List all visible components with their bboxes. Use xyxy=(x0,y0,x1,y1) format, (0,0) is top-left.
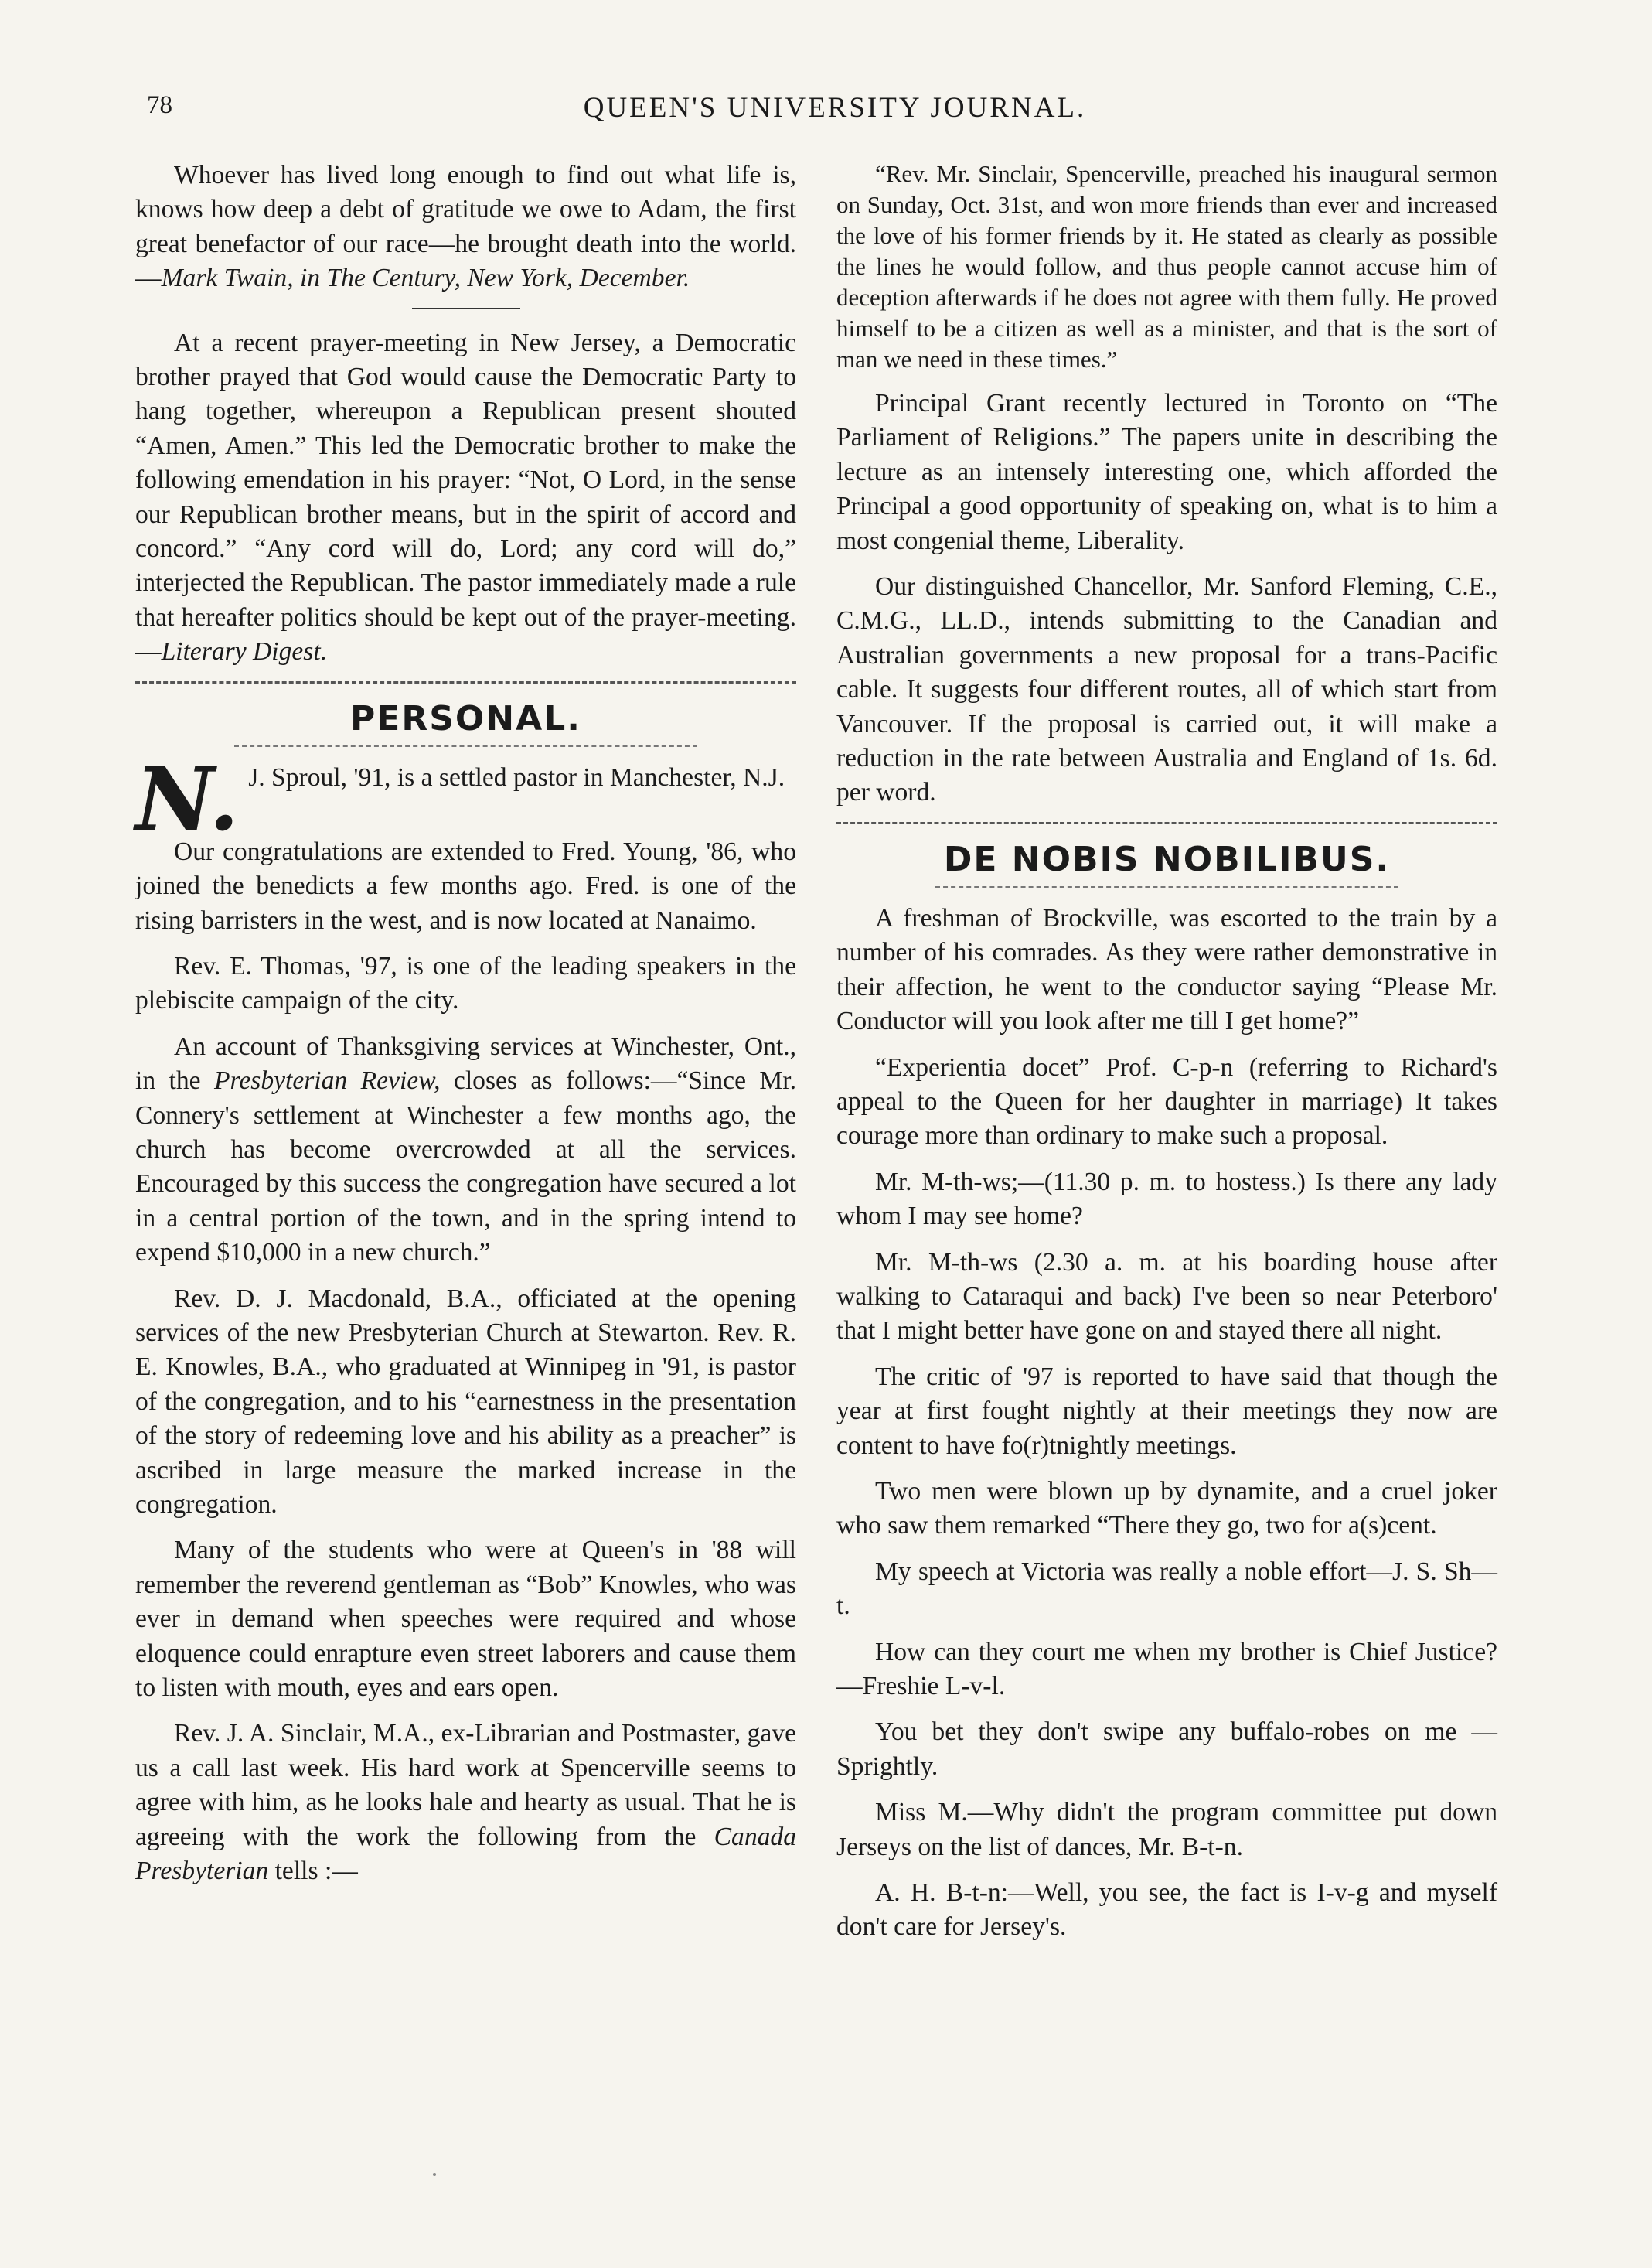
personal-paragraph-7 xyxy=(135,1717,796,1888)
twain-source: Mark Twain, in The Century, New York, December. xyxy=(161,264,690,293)
nobis-item: Mr. M-th-ws (2.30 a. m. at his boarding house after walking to Cataraqui and back) I've been so near Peterboro' that I might better have gone on and stayed there all night. xyxy=(836,1247,1497,1345)
personal-paragraph-3: Rev. E. Thomas, '97, is one of the leading speakers in the plebiscite campaign of the city. xyxy=(135,951,796,1015)
personal-text-7b: tells :— xyxy=(268,1857,358,1886)
left-column xyxy=(135,159,796,1900)
nobis-item: A freshman of Brockville, was escorted to the train by a number of his comrades. As they were rather demonstrative in their affection, he went to the conductor saying “Please Mr. Conductor will you look after me till I get home?” xyxy=(836,903,1497,1036)
personal-heading: PERSONAL. xyxy=(350,698,581,738)
nobis-item: My speech at Victoria was really a noble effort—J. S. Sh—t. xyxy=(836,1557,1497,1621)
dropcap-letter: N. xyxy=(135,749,240,851)
divider xyxy=(412,308,520,309)
nobis-item: You bet they don't swipe any buffalo-robes on me —Sprightly. xyxy=(836,1717,1497,1781)
personal-paragraph-1 xyxy=(135,749,796,851)
personal-text-7a: Rev. J. A. Sinclair, M.A., ex-Librarian and Postmaster, gave us a call last week. His hard work at Spencerville seems to agree with him, as he looks hale and hearty as usual. That he is agreeing with the work the following from the xyxy=(135,1719,796,1851)
nobis-item: A. H. B-t-n:—Well, you see, the fact is I-v-g and myself don't care for Jersey's. xyxy=(836,1878,1497,1942)
fleming-paragraph: Our distinguished Chancellor, Mr. Sanford Fleming, C.E., C.M.G., LL.D., intends submitting to the Canadian and Australian governments a new proposal for a trans-Pacific cable. It suggests four different routes, all of which start from Vancouver. If the proposal is carried out, it will make a reduction in the rate between Australia and England of 1s. 6d. per word. xyxy=(836,572,1497,807)
personal-paragraph-2: Our congratulations are extended to Fred. Young, '86, who joined the benedicts a few months ago. Fred. is one of the rising barristers in the west, and is now located at Nanaimo. xyxy=(135,837,796,935)
personal-text-1: J. Sproul, '91, is a settled pastor in Manchester, N.J. xyxy=(248,762,785,792)
nobis-item: Mr. M-th-ws;—(11.30 p. m. to hostess.) Is there any lady whom I may see home? xyxy=(836,1167,1497,1231)
prayer-text: At a recent prayer-meeting in New Jersey, a Democratic brother prayed that God would cause the Democratic Party to hang together, whereupon a Republican present shouted “Amen, Amen.” This led the Democratic brother to make the following emendation in his prayer: “Not, O Lord, in the sense our Republican brother means, but in the spirit of accord and concord.” “Any cord will do, Lord; any cord will do,” interjected the Republican. The pastor immediately made a rule that hereafter politics should be kept out of the prayer-meeting.— xyxy=(135,328,796,667)
nobis-item: The critic of '97 is reported to have said that though the year at first fought nightly at their meetings they now are content to have fo(r)tnightly meetings. xyxy=(836,1362,1497,1460)
nobis-heading: DE NOBIS NOBILIBUS. xyxy=(943,839,1391,879)
grant-paragraph: Principal Grant recently lectured in Toronto on “The Parliament of Religions.” The papers unite in describing the lecture as an intensely interesting one, which afforded the Principal a good opportunity of speaking on, what is to him a most congenial theme, Liberality. xyxy=(836,389,1497,555)
heading-rule xyxy=(234,745,697,747)
personal-paragraph-5: Rev. D. J. Macdonald, B.A., officiated at the opening services of the new Presbyterian Church at Stewarton. Rev. R. E. Knowles, B.A., who graduated at Winnipeg in '91, is pastor of the congregation, and to his “earnestness in the presentation of the story of redeeming love and his ability as a preacher” is ascribed in large measure the marked increase in the congregation. xyxy=(135,1284,796,1519)
nobis-item: “Experientia docet” Prof. C-p-n (referring to Richard's appeal to the Queen for her daughter in marriage) It takes courage more than ordinary to make such a proposal. xyxy=(836,1052,1497,1151)
page-header xyxy=(147,91,1523,138)
heading-rule xyxy=(935,886,1398,888)
nobis-items xyxy=(836,902,1497,1945)
personal-text-4a: An account of Thanksgiving services at Winchester, Ont., in the xyxy=(135,1032,796,1096)
nobis-item: How can they court me when my brother is Chief Justice?—Freshie L-v-l. xyxy=(836,1637,1497,1700)
prayer-source: Literary Digest. xyxy=(161,637,328,667)
twain-paragraph xyxy=(135,159,796,296)
page-number: 78 xyxy=(147,91,172,119)
sinclair-quote: “Rev. Mr. Sinclair, Spencerville, preached his inaugural sermon on Sunday, Oct. 31st, and won more friends than ever and increased the love of his former friends by it. He stated as clearly as possible the lines he would follow, and thus people cannot accuse him of deception afterwards if he does not agree with them fully. He proved himself to be a citizen as well as a minister, and that is the sort of man we need in these times.” xyxy=(836,160,1497,373)
twain-text: Whoever has lived long enough to find out what life is, knows how deep a debt of gratitude we owe to Adam, the first great benefactor of our race—he brought death into the world.— xyxy=(135,161,796,293)
journal-title: QUEEN'S UNIVERSITY JOURNAL. xyxy=(583,92,1087,124)
section-divider xyxy=(836,822,1497,824)
nobis-item: Two men were blown up by dynamite, and a cruel joker who saw them remarked “There they go, two for a(s)cent. xyxy=(836,1476,1497,1540)
prayer-paragraph xyxy=(135,326,796,670)
section-divider xyxy=(135,681,796,684)
personal-text-4b: closes as follows:—“Since Mr. Connery's settlement at Winchester a few months ago, the church has become overcrowded at all the services. Encouraged by this success the congregation have secured a lot in a central portion of the town, and in the spring intend to expend $10,000 in a new church.” xyxy=(135,1066,796,1267)
personal-paragraph-4 xyxy=(135,1030,796,1270)
personal-source-4: Presbyterian Review, xyxy=(214,1066,441,1096)
right-column xyxy=(836,159,1497,1956)
paper-speck xyxy=(433,2173,436,2176)
personal-paragraph-6: Many of the students who were at Queen's in '88 will remember the reverend gentleman as “Bob” Knowles, who was ever in demand when speeches were required and whose eloquence could enrapture even street laborers and cause them to listen with mouth, eyes and ears open. xyxy=(135,1536,796,1703)
nobis-item: Miss M.—Why didn't the program committee put down Jerseys on the list of dances, Mr. B-t-n. xyxy=(836,1798,1497,1861)
personal-source-7: Canada Presbyterian xyxy=(135,1822,796,1886)
